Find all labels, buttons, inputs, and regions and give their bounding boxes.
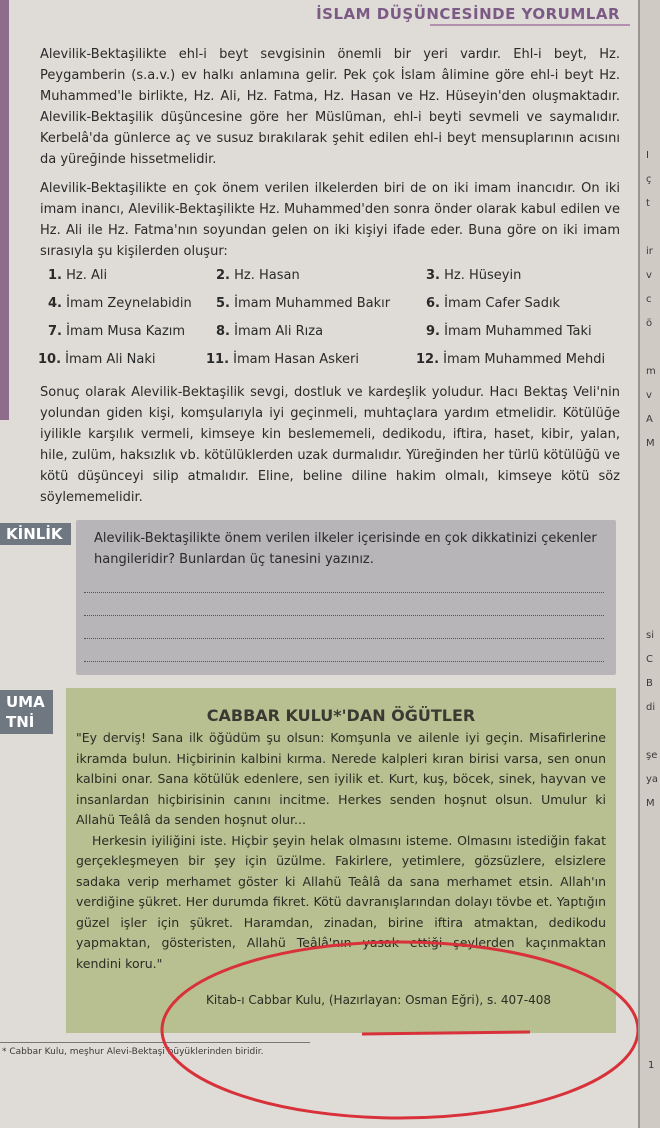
imam-item: 1. Hz. Ali xyxy=(48,268,108,283)
adjacent-page-fragment: si xyxy=(646,630,654,641)
imam-item: 10. İmam Ali Naki xyxy=(38,352,156,367)
imam-item: 4. İmam Zeynelabidin xyxy=(48,296,192,311)
adjacent-page-fragment: I xyxy=(646,150,649,161)
adjacent-page-fragment: B xyxy=(646,678,653,689)
adjacent-page-fragment: M xyxy=(646,798,655,809)
imam-item: 7. İmam Musa Kazım xyxy=(48,324,186,339)
reading-source: Kitab-ı Cabbar Kulu, (Hazırlayan: Osman Eğri), s. 407-408 xyxy=(206,993,552,1007)
page-header: İSLAM DÜŞÜNCESİNDE YORUMLAR xyxy=(316,5,620,23)
imam-item: 9. İmam Muhammed Taki xyxy=(426,324,592,339)
okuma-tag-line: TNİ xyxy=(6,713,35,731)
imam-item: 6. İmam Cafer Sadık xyxy=(426,296,561,311)
adjacent-page-fragment: A xyxy=(646,414,653,425)
etkinlik-tag: KİNLİK xyxy=(0,523,71,545)
etkinlik-question: Alevilik-Bektaşilikte önem verilen ilkeler içerisinde en çok dikkatinizi çekenler hangileridir? Bunlardan üç tanesini yazınız. xyxy=(94,531,597,567)
adjacent-page-fragment: ç xyxy=(646,174,652,185)
imam-item: 11. İmam Hasan Askeri xyxy=(206,352,359,367)
adjacent-page-fragment: t xyxy=(646,198,650,209)
imam-item: 5. İmam Muhammed Bakır xyxy=(216,296,391,311)
reading-title: CABBAR KULU*'DAN ÖĞÜTLER xyxy=(206,706,476,725)
imam-item: 8. İmam Ali Rıza xyxy=(216,324,324,339)
adjacent-page-fragment: di xyxy=(646,702,656,713)
paragraph-on-iki-imam: Alevilik-Bektaşilikte en çok önem verilen ilkelerden biri de on iki imam inancıdır. On iki imam inancı, Alevilik-Bektaşilikte Hz. Muhammed'den sonra önder olarak kabul edilen ve Hz. Ali ile Hz. Fatma'nın soyundan gelen on iki kişiyi ifade eder. Buna göre on iki imam sırasıyla şu kişilerden oluşur: xyxy=(40,181,620,259)
adjacent-page-fragment: ya xyxy=(646,774,659,785)
paragraph-ehl-i-beyt: Alevilik-Bektaşilikte ehl-i beyt sevgisinin önemli bir yeri vardır. Ehl-i beyt, Hz. Peygamberin (s.a.v.) ev halkı anlamına gelir. Pek çok İslam âlimine göre ehl-i beyt Hz. Muhammed'le birlikte, Hz. Ali, Hz. Fatma, Hz. Hasan ve Hz. Hüseyin'den oluşmaktadır. Alevilik-Bektaşilik düşüncesine göre her Müslüman, ehl-i beyti sevmeli ve saymalıdır. Kerbelâ'da günlerce aç ve susuz bırakılarak şehit edilen ehl-i beyt mensuplarının acısını da yüreğinde hissetmelidir. xyxy=(40,47,620,167)
adjacent-page-fragment: C xyxy=(646,654,653,665)
imam-item: 12. İmam Muhammed Mehdi xyxy=(416,352,606,367)
footnote: * Cabbar Kulu, meşhur Alevi-Bektaşi büyüklerinden biridir. xyxy=(2,1047,264,1057)
adjacent-page xyxy=(638,0,660,1128)
adjacent-page-fragment: şe xyxy=(646,750,658,761)
adjacent-page-fragment: v xyxy=(646,390,652,401)
reading-paragraph: "Ey derviş! Sana ilk öğüdüm şu olsun: Komşunla ve ailenle iyi geçin. Misafirlerine ikramda bulun. Hiçbirinin kalbini kırma. Nerede kalpleri kıran birisi varsa, sen onun kalbini onar. Sana kötülük edenlere, sen iyilik et. Kurt, kuş, böcek, sinek, hayvan ve insanlardan hiçbirisinin canını incitme. Herkes senden hoşnut olsun. Umulur ki Allahü Teâlâ da senden hoşnut olur... xyxy=(76,730,606,827)
reading-paragraph: Herkesin iyiliğini iste. Hiçbir şeyin helak olmasını isteme. Olmasını istediğin fakat gerçekleşmeyen bir şey için üzülme. Fakirlere, yetimlere, gözsüzlere, elsizlere sadaka verip merhamet göster ki Allahü Teâlâ da sana merhamet etsin. Allah'ın verdiğine şükret. Her durumda fikret. Kötü davranışlarından dolayı tövbe et. Yaptığın güzel işler için şükret. Haramdan, zinadan, birine iftira atmaktan, dedikodu yapmaktan, gösteristen, Allahü Teâlâ'nın yasak ettiği şeylerden kaçınmaktan kendini koru." xyxy=(76,832,606,971)
adjacent-page-fragment: m xyxy=(646,366,656,377)
imam-item: 3. Hz. Hüseyin xyxy=(426,268,522,283)
adjacent-page-fragment: c xyxy=(646,294,652,305)
adjacent-page-fragment: M xyxy=(646,438,655,449)
red-circle-mark xyxy=(162,942,638,1118)
okuma-tag-line: UMA xyxy=(6,693,45,711)
imam-item: 2. Hz. Hasan xyxy=(216,268,300,283)
adjacent-page-fragment: ö xyxy=(646,318,653,329)
red-underline-mark xyxy=(362,1032,530,1034)
adjacent-page-fragment: ir xyxy=(646,246,653,257)
paragraph-sonuc: Sonuç olarak Alevilik-Bektaşilik sevgi, dostluk ve kardeşlik yoludur. Hacı Bektaş Veli'nin yolundan giden kişi, komşularıyla iyi geçinmeli, muhtaçlara yardım etmelidir. Kötülüğe iyilikle karşılık vermeli, kimseye kin beslememeli, dedikodu, iftira, haset, kibir, yalan, hile, zulüm, haksızlık vb. kötülüklerden uzak durmalıdır. Yüreğinden her türlü kötülüğü ve kötü düşünceyi silip atmalıdır. Eline, beline diline hakim olmalı, kimseye kötü söz söylememelidir. xyxy=(40,385,620,505)
adjacent-page-fragment: v xyxy=(646,270,652,281)
page-number: 1 xyxy=(648,1060,655,1071)
